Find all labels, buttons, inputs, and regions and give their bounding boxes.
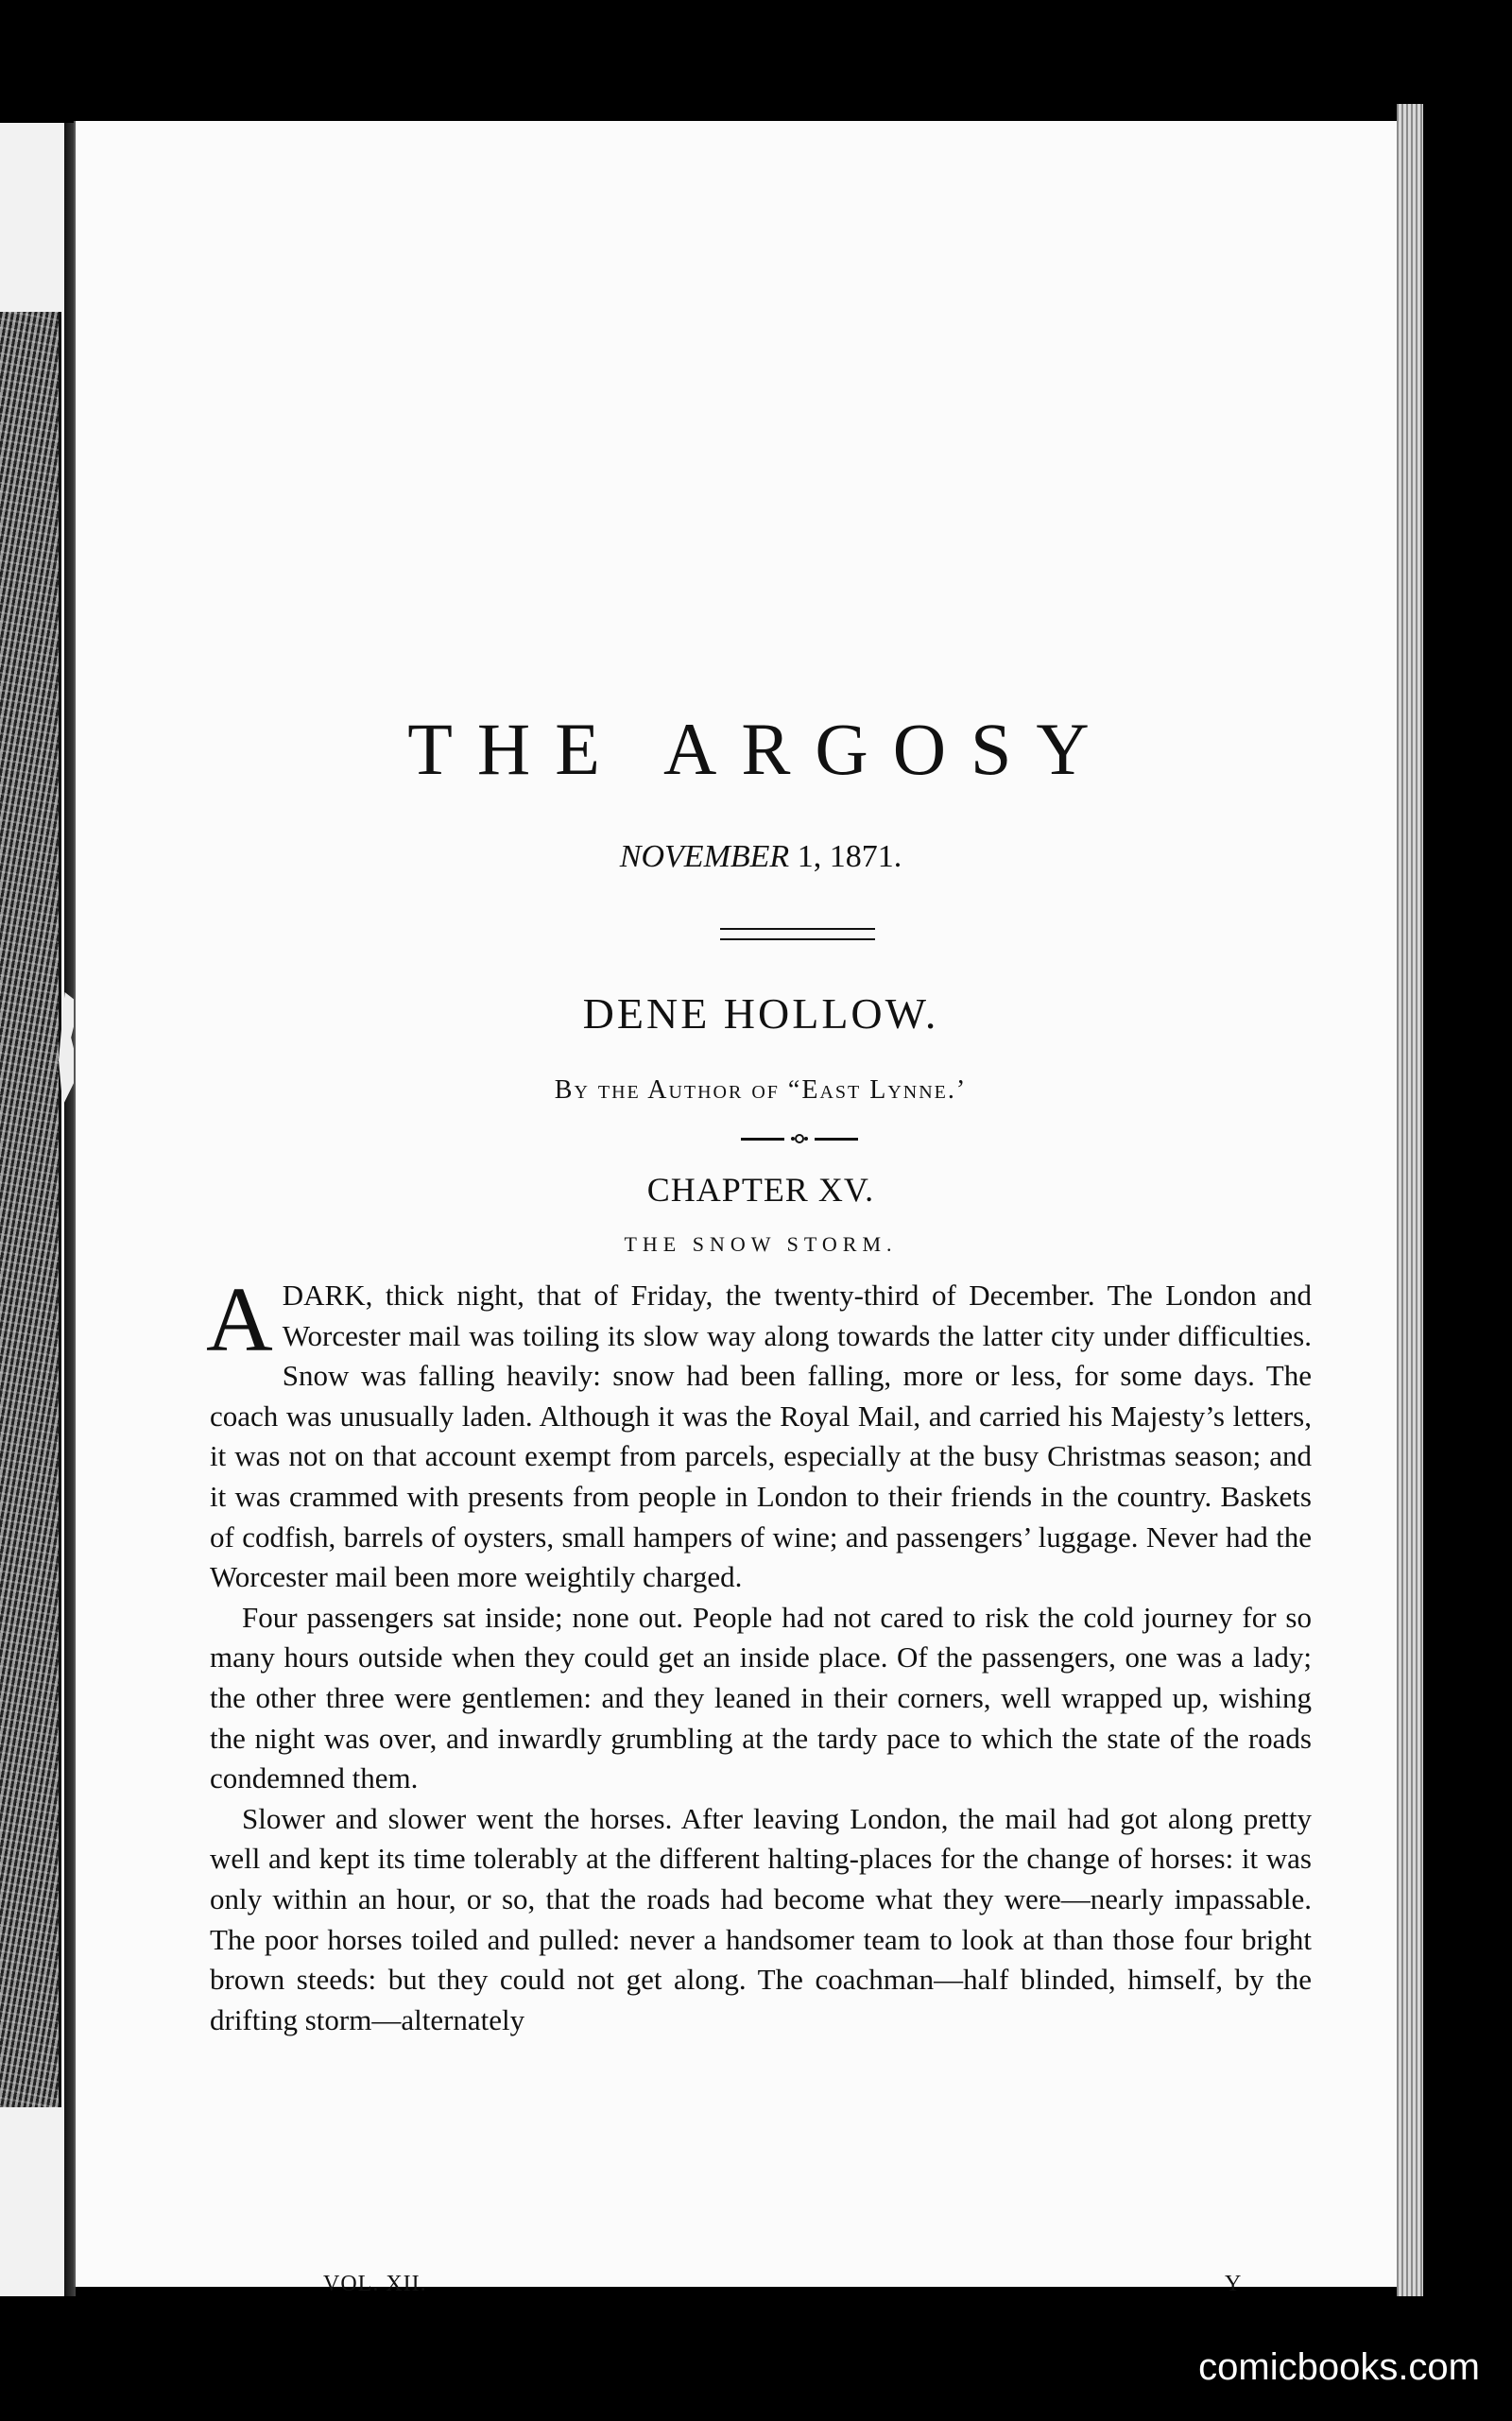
- story-byline: By the Author of “East Lynne.’: [554, 1075, 968, 1105]
- ornament-line-right: [815, 1138, 858, 1141]
- issue-day-year: 1, 1871.: [789, 839, 902, 874]
- issue-date: [210, 839, 1312, 875]
- page-stack-edge: [1397, 104, 1423, 2296]
- body-text: [206, 1269, 1312, 2040]
- ornament-icon: [790, 1132, 809, 1145]
- watermark: comicbooks.com: [1198, 2346, 1480, 2388]
- magazine-title: THE ARGOSY: [407, 708, 1114, 790]
- paragraph-1: [206, 1269, 1312, 1598]
- double-rule-divider: [720, 928, 875, 940]
- ornament-line-left: [741, 1138, 784, 1141]
- book-page: [74, 121, 1399, 2296]
- signature-mark: Y: [1225, 2272, 1242, 2296]
- volume-number: VOL. XII.: [323, 2272, 427, 2296]
- ornamental-rule: [741, 1132, 858, 1145]
- paragraph-1-text: DARK, thick night, that of Friday, the twenty-third of December. The London and Worcester mail was toiling its slow way along towards the latter city under difficulties. Snow was falling heavily: snow had been falling, more or less, for some days. The coach was unusually laden. Although it was the Royal Mail, and carried his Majesty’s letters, it was not on that account exempt from parcels, especially at the busy Christmas season; and it was crammed with presents from people in London to their friends in the country. Baskets of codfish, barrels of oysters, small hampers of wine; and passengers’ luggage. Never had the Worcester mail been more weightily charged.: [210, 1279, 1312, 1594]
- story-title: DENE HOLLOW.: [582, 989, 939, 1038]
- paragraph-3: Slower and slower went the horses. After leaving London, the mail had got along pretty well and kept its time tolerably at the different halting-places for the change of horses: it was only within an hour, or so, that the roads had become what they were—nearly impassable. The poor horses toiled and pulled: never a handsomer team to look at than those four bright brown steeds: but they could not get along. The coachman—half blinded, himself, by the drifting storm—alternately: [210, 1801, 1312, 2036]
- facing-page-engraving: [0, 312, 61, 2107]
- chapter-subtitle: THE SNOW STORM.: [624, 1232, 898, 1256]
- paragraph-2: Four passengers sat inside; none out. People had not cared to risk the cold journey for so many hours outside when they could get an inside place. Of the passengers, one was a lady; the other three were gentlemen: and they leaned in their corners, well wrapped up, wishing the night was over, and inwardly grumbling at the tardy pace to which the state of the roads condemned them.: [210, 1600, 1312, 1795]
- issue-month: NOVEMBER: [619, 839, 790, 874]
- drop-cap: A: [206, 1269, 273, 1371]
- chapter-heading: CHAPTER XV.: [646, 1171, 875, 1209]
